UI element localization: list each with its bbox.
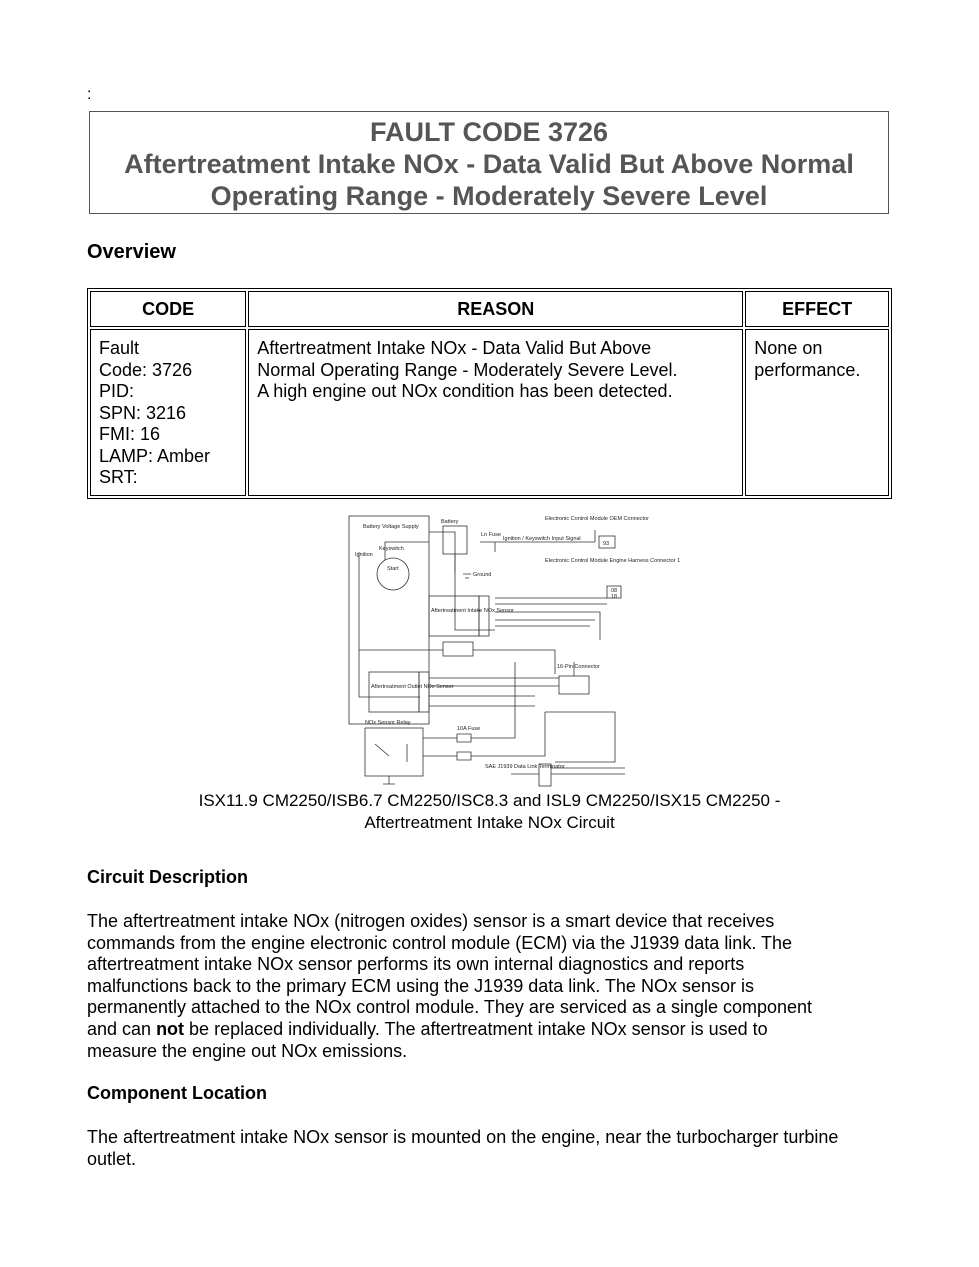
emphasis-not: not <box>156 1018 185 1039</box>
label-ignition: Ignition <box>355 552 373 558</box>
code-line: FMI: 16 <box>99 424 161 444</box>
effect-line: performance. <box>754 359 861 380</box>
reason-line: A high engine out NOx condition has been detected. <box>257 381 673 401</box>
label-outlet-sensor: Aftertreatment Outlet NOx Sensor <box>371 684 454 690</box>
diagram-caption <box>87 790 892 834</box>
fault-code-subtitle-line1: Aftertreatment Intake NOx - Data Valid But Above Normal <box>124 149 854 179</box>
label-terminator: SAE J1939 Data Link Terminator <box>485 764 565 770</box>
text-line: aftertreatment intake NOx sensor performs its own internal diagnostics and reports <box>87 954 745 975</box>
label-pin-18: 18 <box>611 594 618 600</box>
label-ecm-oem: Electronic Control Module OEM Connector <box>545 516 649 522</box>
header-code: CODE <box>90 291 246 327</box>
fault-code-title-box <box>89 111 889 214</box>
label-intake-sensor: Aftertreatment Intake NOx Sensor <box>431 608 514 614</box>
label-ground: Ground <box>473 572 492 578</box>
label-pin-93: 93 <box>603 541 610 547</box>
header-effect: EFFECT <box>745 291 889 327</box>
label-ignition-signal: Ignition / Keyswitch Input Signal <box>503 536 581 542</box>
reason-cell <box>248 329 743 496</box>
text-line: outlet. <box>87 1148 137 1169</box>
code-line: Fault <box>99 338 140 358</box>
fault-code-subtitle-line2: Operating Range - Moderately Severe Level <box>210 181 768 211</box>
text-span: be replaced individually. The aftertreatment intake NOx sensor is used to <box>184 1018 768 1039</box>
code-line: PID: <box>99 381 135 401</box>
caption-line2: Aftertreatment Intake NOx Circuit <box>364 813 615 832</box>
label-keyswitch: Keyswitch <box>379 546 404 552</box>
text-line <box>87 1019 892 1041</box>
text-line: The aftertreatment intake NOx (nitrogen oxides) sensor is a smart device that receives <box>87 911 775 931</box>
code-line: SRT: <box>99 467 138 487</box>
prefix-mark: : <box>87 86 92 103</box>
text-line: commands from the engine electronic control module (ECM) via the J1939 data link. The <box>87 932 793 953</box>
nox-circuit-diagram <box>345 512 681 788</box>
text-line: permanently attached to the NOx control module. They are serviced as a single component <box>87 997 813 1018</box>
fault-code-title: FAULT CODE 3726 <box>369 117 609 147</box>
label-start: Start <box>387 566 399 572</box>
label-relay: NOx Sensor Relay <box>365 720 411 726</box>
caption-line1: ISX11.9 CM2250/ISB6.7 CM2250/ISC8.3 and ISL9 CM2250/ISX15 CM2250 - <box>198 791 781 810</box>
label-battery: Battery <box>441 519 459 525</box>
code-line: LAMP: Amber <box>99 445 211 466</box>
effect-cell <box>745 329 889 496</box>
text-line: The aftertreatment intake NOx sensor is mounted on the engine, near the turbocharger turbine <box>87 1127 839 1147</box>
text-span: and can <box>87 1018 157 1039</box>
label-pin-08: 08 <box>611 588 618 594</box>
reason-line: Aftertreatment Intake NOx - Data Valid But Above <box>257 338 652 358</box>
code-line: SPN: 3216 <box>99 402 187 423</box>
overview-heading: Overview <box>87 241 176 263</box>
table-row <box>90 329 889 496</box>
code-line: Code: 3726 <box>99 359 193 380</box>
label-battery-voltage-supply: Battery Voltage Supply <box>363 524 419 530</box>
code-cell <box>90 329 246 496</box>
effect-line: None on <box>754 338 823 358</box>
circuit-description-text <box>87 911 892 1062</box>
circuit-description-heading: Circuit Description <box>87 867 249 887</box>
table-header-row <box>90 291 889 327</box>
text-line: malfunctions back to the primary ECM using the J1939 data link. The NOx sensor is <box>87 975 754 996</box>
component-location-text <box>87 1127 892 1170</box>
label-ecm-harness: Electronic Control Module Engine Harness Connector 1 <box>545 558 681 564</box>
component-location-heading: Component Location <box>87 1083 267 1103</box>
text-line: measure the engine out NOx emissions. <box>87 1040 408 1061</box>
header-reason: REASON <box>248 291 743 327</box>
reason-line: Normal Operating Range - Moderately Severe Level. <box>257 359 678 380</box>
label-10a-fuse: 10A Fuse <box>457 726 481 732</box>
label-16pin: 16-Pin Connector <box>557 664 600 670</box>
label-ln-fuse: Ln Fuse <box>481 532 501 538</box>
fault-code-table <box>87 288 892 499</box>
